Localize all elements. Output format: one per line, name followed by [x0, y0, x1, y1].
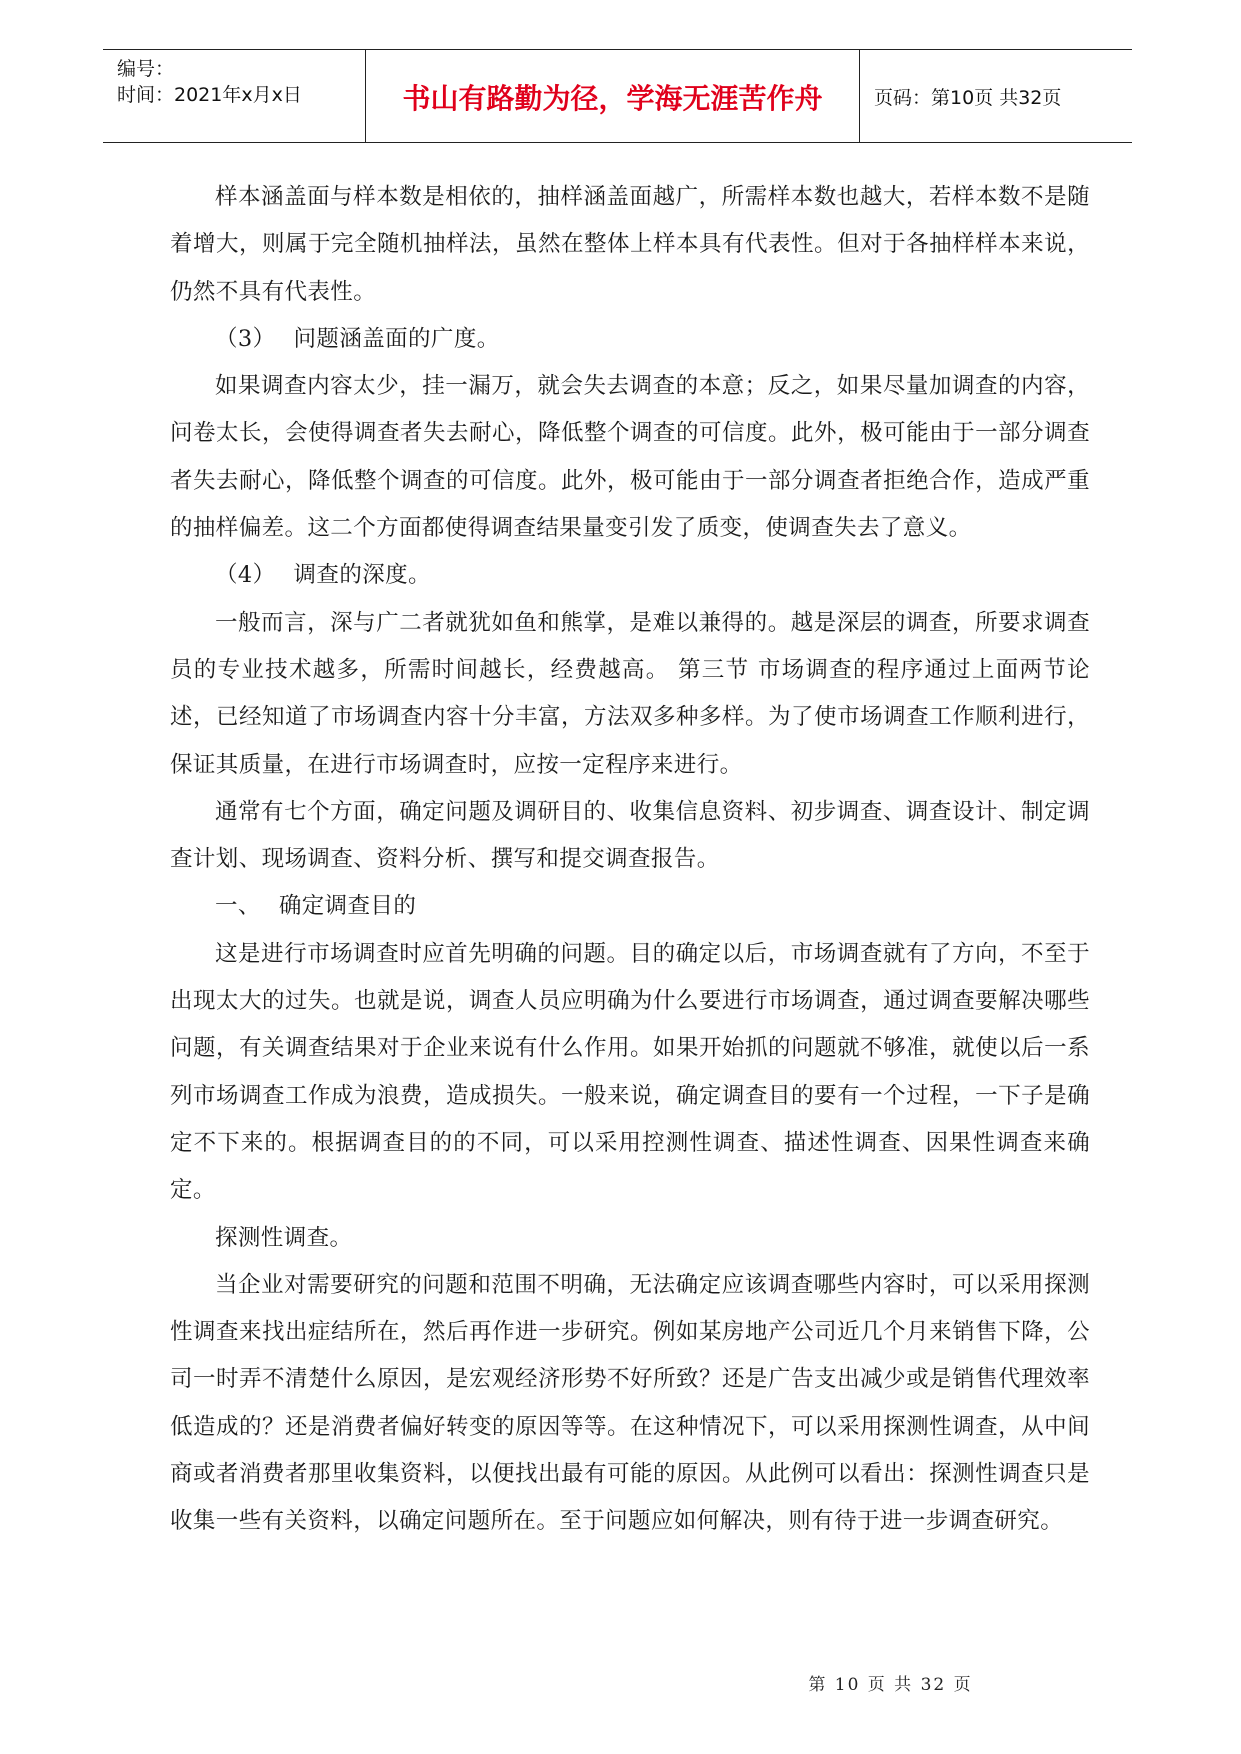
- section-heading-number: （4）: [215, 562, 276, 589]
- header-motto: 书山有路勤为径，学海无涯苦作舟: [402, 82, 823, 115]
- footer-page-number: 第 10 页 共 32 页: [808, 1675, 973, 1695]
- body-paragraph: 探测性调查。: [215, 1224, 353, 1251]
- body-paragraph: 当企业对需要研究的问题和范围不明确，无法确定应该调查哪些内容时，可以采用探测性调查来找出症结所在，然后再作进一步研究。例如某房地产公司近几个月来销售下降，公司一时弄不清楚什么原因，是宏观经济形势不好所致？还是广告支出减少或是销售代理效率低造成的？还是消费者偏好转变的原因等等。在这种情况下，可以采用探测性调查，从中间商或者消费者那里收集资料，以便找出最有可能的原因。从此例可以看出：探测性调查只是收集一些有关资料，以确定问题所在。至于问题应如何解决，则有待于进一步调查研究。: [170, 1271, 1090, 1535]
- body-paragraph: 一般而言，深与广二者就犹如鱼和熊掌，是难以兼得的。越是深层的调查，所要求调查员的专业技术越多，所需时间越长，经费越高。 第三节 市场调查的程序通过上面两节论述，已经知道了市场调查内容十分丰富，方法双多种多样。为了使市场调查工作顺利进行，保证其质量，在进行市场调查时，应按一定程序来进行。: [170, 609, 1090, 778]
- body-paragraph: 这是进行市场调查时应首先明确的问题。目的确定以后，市场调查就有了方向，不至于出现太大的过失。也就是说，调查人员应明确为什么要进行市场调查，通过调查要解决哪些问题，有关调查结果对于企业来说有什么作用。如果开始抓的问题就不够准，就使以后一系列市场调查工作成为浪费，造成损失。一般来说，确定调查目的要有一个过程，一下子是确定不下来的。根据调查目的的不同，可以采用控测性调查、描述性调查、因果性调查来确定。: [170, 940, 1090, 1204]
- body-paragraph: 通常有七个方面，确定问题及调研目的、收集信息资料、初步调查、调查设计、制定调查计划、现场调查、资料分析、撰写和提交调查报告。: [170, 798, 1090, 873]
- header-motto-cell: [366, 50, 860, 142]
- section-heading: [170, 552, 1090, 599]
- body-paragraph: 样本涵盖面与样本数是相依的，抽样涵盖面越广，所需样本数也越大，若样本数不是随着增大，则属于完全随机抽样法，虽然在整体上样本具有代表性。但对于各抽样样本来说，仍然不具有代表性。: [170, 184, 1090, 305]
- section-heading: [170, 883, 1090, 930]
- page-header: [103, 49, 1132, 143]
- header-meta-cell: [103, 50, 366, 142]
- header-page-number: 页码：第10页 共32页: [874, 86, 1062, 109]
- section-heading-text: 调查的深度。: [293, 562, 431, 589]
- document-time-label: 时间：2021年x月x日: [117, 84, 302, 106]
- section-heading-text: 确定调查目的: [278, 893, 417, 920]
- document-number-label: 编号：: [117, 58, 175, 80]
- document-body: [170, 174, 1090, 1546]
- body-paragraph: 如果调查内容太少，挂一漏万，就会失去调查的本意；反之，如果尽量加调查的内容，问卷太长，会使得调查者失去耐心，降低整个调查的可信度。此外，极可能由于一部分调查者失去耐心，降低整个调查的可信度。此外，极可能由于一部分调查者拒绝合作，造成严重的抽样偏差。这二个方面都使得调查结果量变引发了质变，使调查失去了意义。: [170, 373, 1090, 542]
- section-heading-number: （3）: [215, 325, 276, 352]
- header-page-cell: [860, 50, 1132, 142]
- page-footer: [0, 1670, 1241, 1695]
- section-heading: [170, 316, 1090, 363]
- section-heading-text: 问题涵盖面的广度。: [293, 325, 500, 352]
- section-heading-number: 一、: [215, 893, 261, 920]
